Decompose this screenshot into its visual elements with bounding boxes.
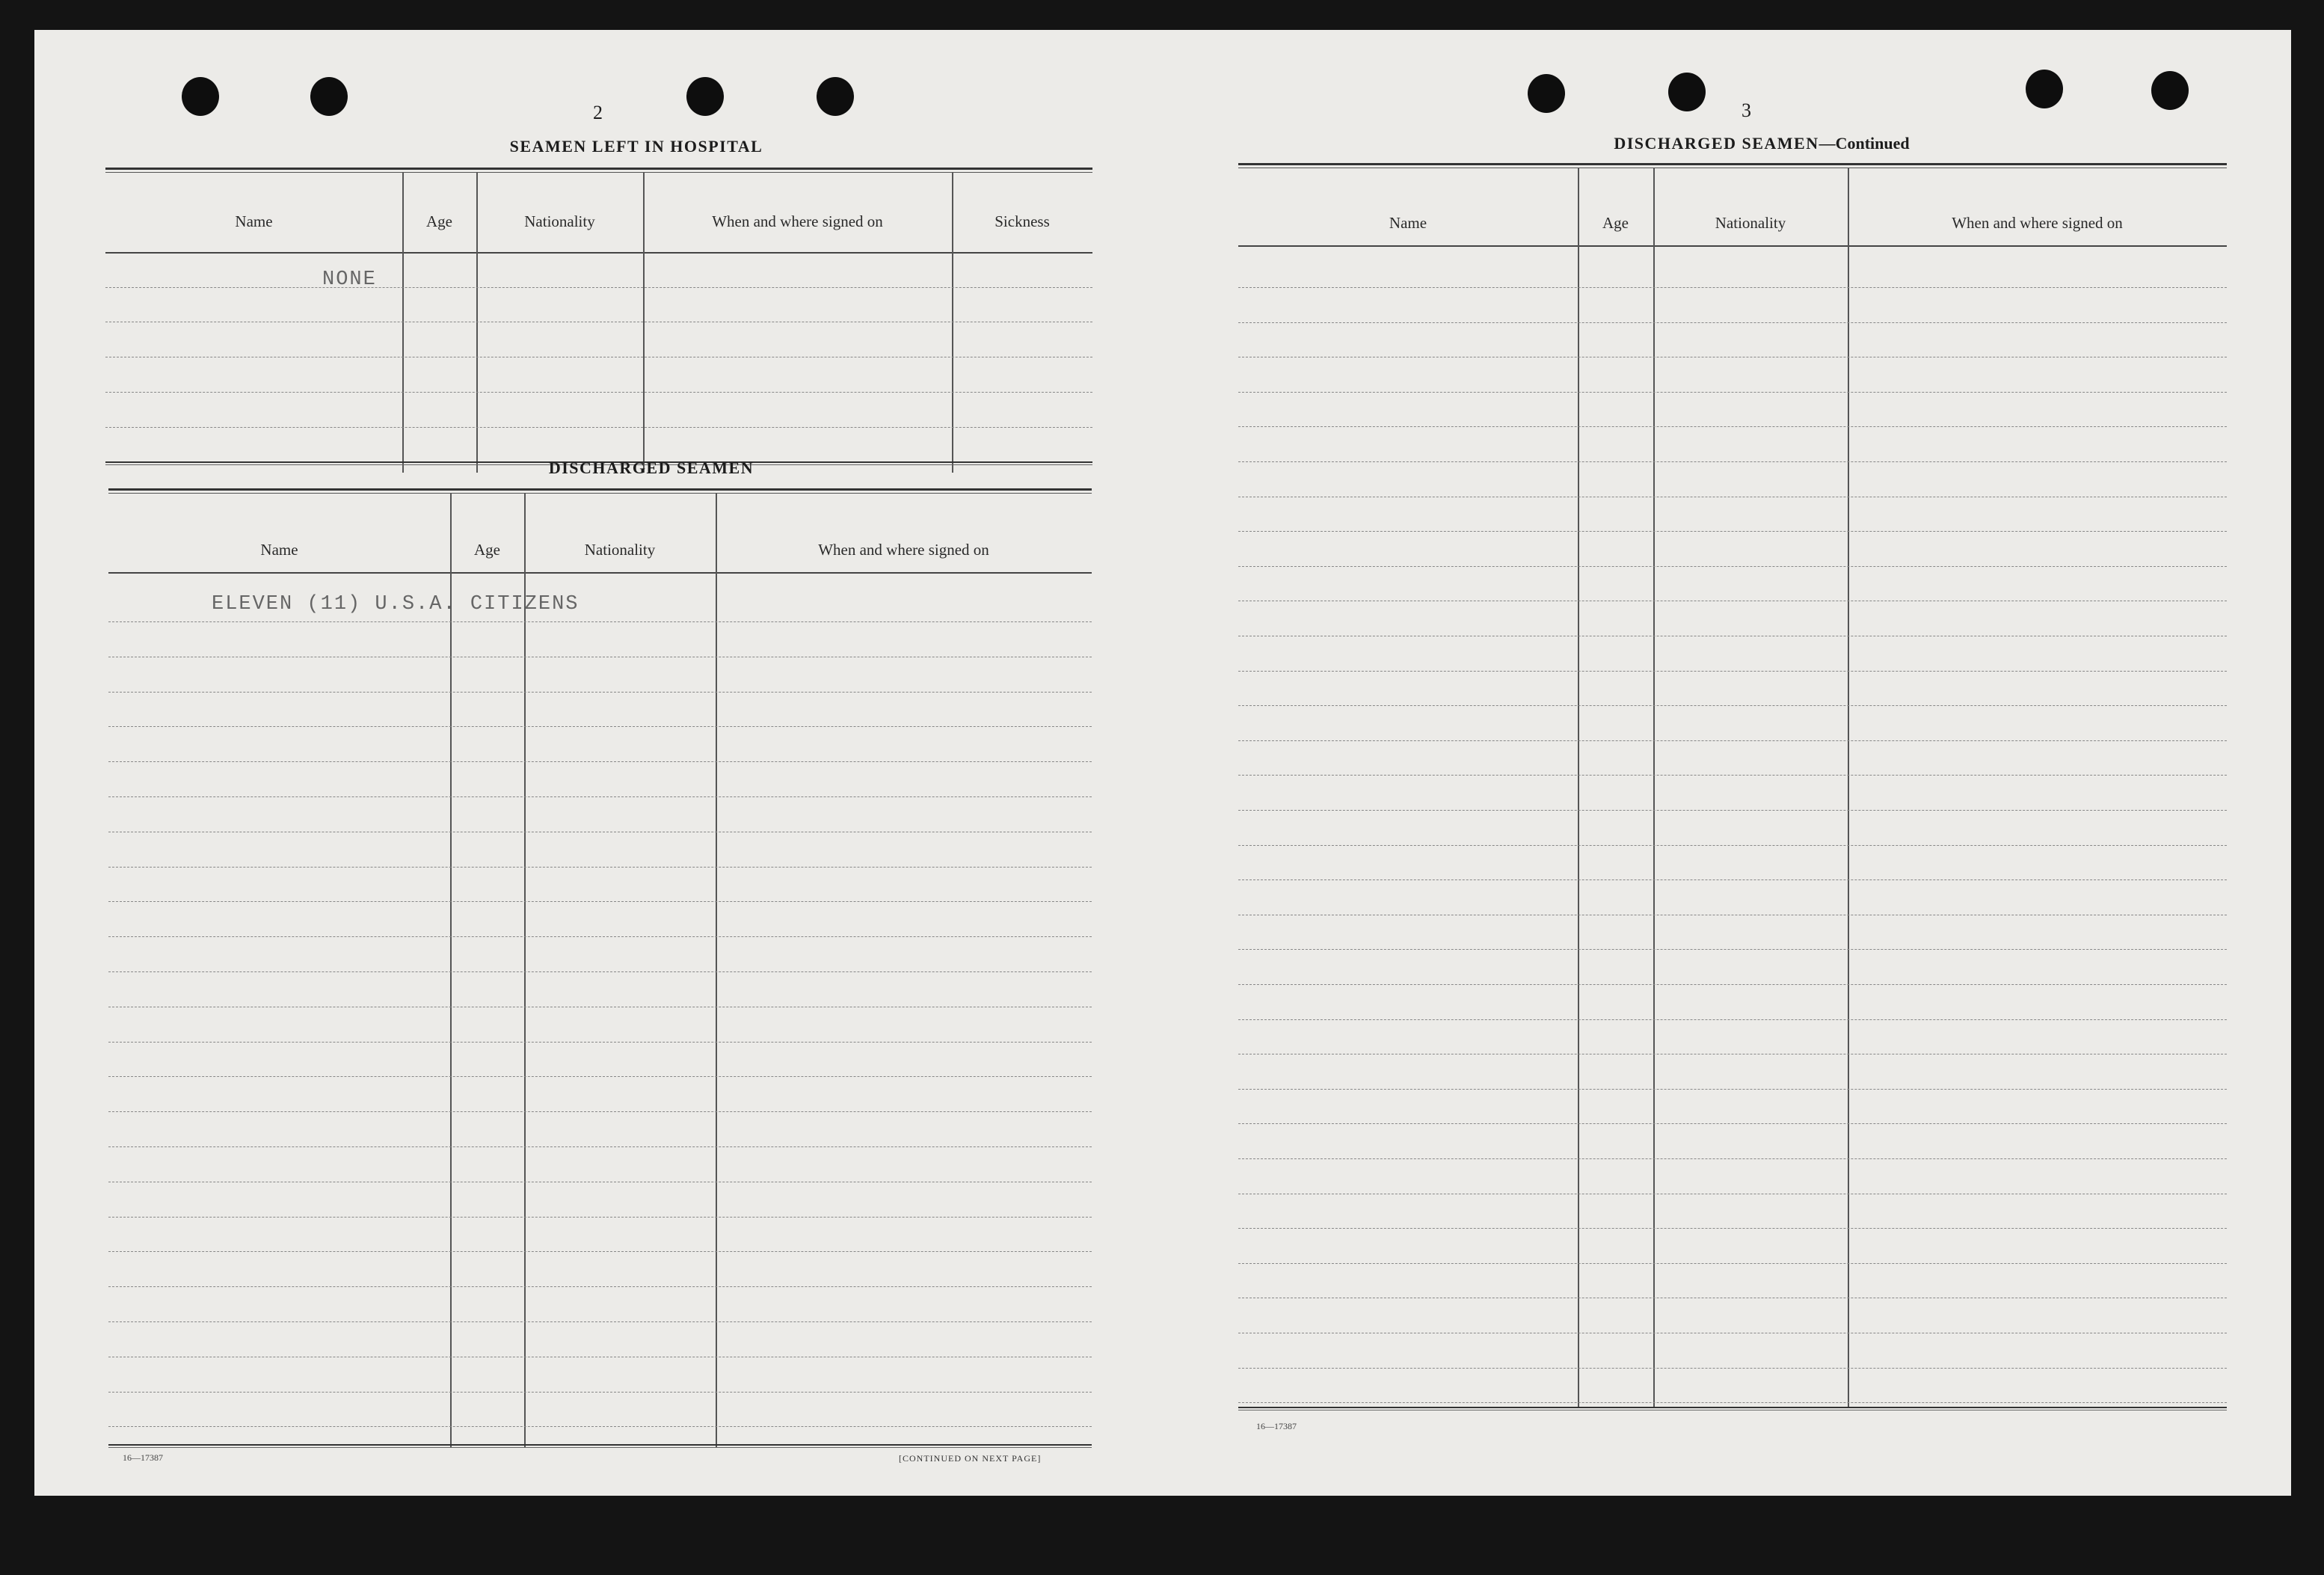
right-title-continued: —Continued	[1819, 134, 1910, 153]
hospital-header-signed-on: When and where signed on	[712, 212, 883, 230]
table-row	[108, 621, 1092, 622]
punch-hole	[310, 77, 348, 116]
table-row	[108, 1217, 1092, 1218]
hospital-header-age: Age	[426, 212, 452, 230]
table-row	[108, 971, 1092, 972]
table-row	[1238, 1089, 2227, 1090]
table-row	[105, 392, 1092, 393]
punch-hole	[2026, 70, 2063, 108]
table-row	[108, 1321, 1092, 1322]
right-header-nationality: Nationality	[1715, 214, 1786, 232]
right-section-title	[1463, 134, 2061, 153]
hospital-table	[105, 168, 1092, 473]
table-row	[1238, 1263, 2227, 1264]
punch-hole	[1668, 73, 1706, 111]
table-row	[108, 1076, 1092, 1077]
right-header-name: Name	[1389, 214, 1427, 232]
right-header-age: Age	[1602, 214, 1629, 232]
table-row	[1238, 1123, 2227, 1124]
right-title-main: DISCHARGED SEAMEN	[1614, 134, 1819, 153]
table-row	[1238, 879, 2227, 880]
hospital-section-title: SEAMEN LEFT IN HOSPITAL	[509, 137, 763, 156]
page-number-left: 2	[593, 102, 603, 123]
table-row	[1238, 322, 2227, 323]
table-row	[1238, 531, 2227, 532]
punch-hole	[686, 77, 724, 116]
punch-hole	[817, 77, 854, 116]
table-row	[108, 901, 1092, 902]
table-row	[108, 1392, 1092, 1393]
table-row	[105, 287, 1092, 288]
table-row	[108, 1042, 1092, 1043]
table-row	[1238, 949, 2227, 950]
table-row	[105, 427, 1092, 428]
table-row	[1238, 461, 2227, 462]
table-row	[1238, 1402, 2227, 1403]
discharged-header-name: Name	[260, 541, 298, 559]
discharged-header-age: Age	[474, 541, 500, 559]
table-row	[108, 936, 1092, 937]
form-code-right: 16—17387	[1256, 1421, 1297, 1431]
hospital-header-name: Name	[235, 212, 273, 230]
table-row	[108, 1426, 1092, 1427]
ledger-sheet	[34, 30, 2291, 1496]
table-row	[1238, 287, 2227, 288]
table-row	[1238, 775, 2227, 776]
right-header-signed-on: When and where signed on	[1952, 214, 2123, 232]
table-row	[108, 1111, 1092, 1112]
table-row	[1238, 671, 2227, 672]
table-row	[1238, 426, 2227, 427]
table-row	[108, 726, 1092, 727]
table-row	[1238, 1228, 2227, 1229]
hospital-entry: NONE	[322, 268, 377, 291]
discharged-continued-table	[1238, 163, 2227, 1419]
table-row	[1238, 1019, 2227, 1020]
table-row	[108, 1286, 1092, 1287]
table-row	[1238, 1158, 2227, 1159]
form-code-left: 16—17387	[123, 1452, 163, 1463]
discharged-section-title: DISCHARGED SEAMEN	[548, 458, 754, 477]
table-row	[1238, 1368, 2227, 1369]
table-row	[108, 1146, 1092, 1147]
table-row	[1238, 392, 2227, 393]
hospital-header-sickness: Sickness	[995, 212, 1050, 230]
table-row	[108, 692, 1092, 693]
discharged-header-signed-on: When and where signed on	[818, 541, 989, 559]
punch-hole	[182, 77, 219, 116]
table-row	[1238, 740, 2227, 741]
table-row	[1238, 845, 2227, 846]
table-row	[1238, 810, 2227, 811]
table-row	[108, 796, 1092, 797]
table-row	[1238, 705, 2227, 706]
page-number-right: 3	[1742, 99, 1751, 121]
punch-hole	[2151, 71, 2189, 110]
discharged-header-nationality: Nationality	[584, 541, 656, 559]
discharged-entry: ELEVEN (11) U.S.A. CITIZENS	[212, 593, 580, 615]
punch-hole	[1528, 74, 1565, 113]
discharged-table	[108, 488, 1092, 1448]
table-row	[1238, 566, 2227, 567]
table-row	[108, 1251, 1092, 1252]
hospital-header-nationality: Nationality	[524, 212, 595, 230]
table-row	[108, 867, 1092, 868]
table-row	[1238, 984, 2227, 985]
table-row	[108, 761, 1092, 762]
continued-note: [CONTINUED ON NEXT PAGE]	[899, 1453, 1042, 1464]
